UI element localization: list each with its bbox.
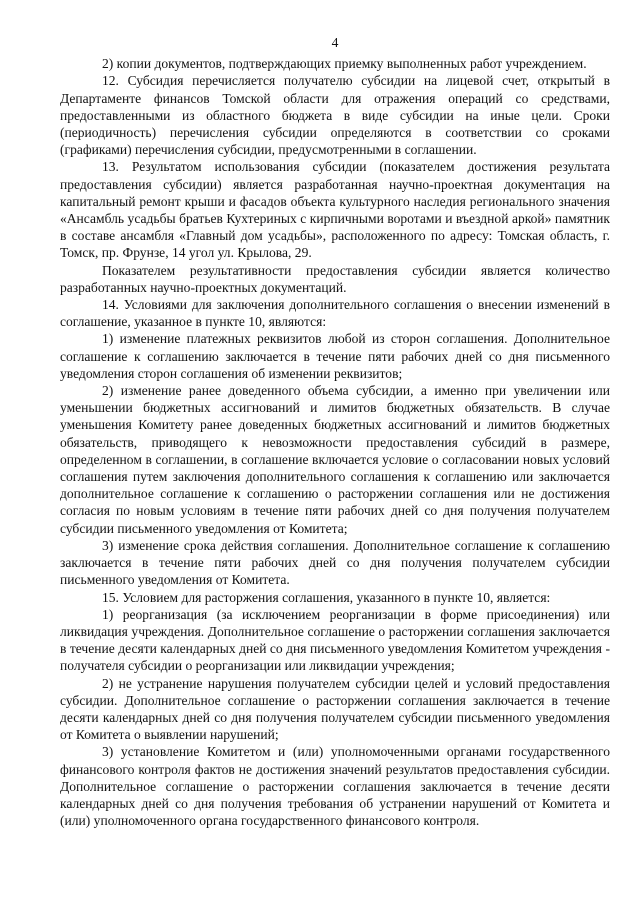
- paragraph-15-termination-conditions: 15. Условием для расторжения соглашения, указанного в пункте 10, является:: [102, 589, 551, 605]
- paragraph-14-item-3: 3) изменение срока действия соглашения. Дополнительное соглашение к соглашению заключается в течение пяти рабочих дней со дня получения получателем субсидии письменного уведомления от Комитета.: [60, 537, 610, 588]
- paragraph-14-amendment-conditions: 14. Условиями для заключения дополнительного соглашения о внесении изменений в соглашение, указанное в пункте 10, являются:: [60, 297, 610, 330]
- paragraph-14-item-1: 1) изменение платежных реквизитов любой из сторон соглашения. Дополнительное соглашение к соглашению заключается в течение пяти рабочих дней со дня письменного уведомления сторон соглашения об изменении реквизитов;: [60, 331, 610, 381]
- paragraph-12-subsidy-transfer: 12. Субсидия перечисляется получателю субсидии на лицевой счет, открытый в Департаменте финансов Томской области для отражения операций со средствами, предоставленными из областного бюджета в виде субсидии на иные цели. Сроки (периодичность) перечисления субсидии определяются в соответствии со сроками (графиками) перечисления субсидии, предусмотренными в соглашении.: [60, 73, 610, 158]
- paragraph-13-subsidy-result: 13. Результатом использования субсидии (показателем достижения результата предоставления субсидии) является разработанная научно-проектная документация на капитальный ремонт крыши и фасадов объекта культурного наследия регионального значения «Ансамбль усадьбы братьев Кухтериных с кирпичными воротами и въездной аркой» памятник в составе ансамбля «Главный дом усадьбы», расположенного по адресу: Томская область, г. Томск, пр. Фрунзе, 14 угол ул. Крылова, 29.: [60, 159, 610, 261]
- paragraph-14-item-2: 2) изменение ранее доведенного объема субсидии, а именно при увеличении или уменьшении бюджетных ассигнований и лимитов бюджетных обязательств. В случае уменьшения Комитету ранее доведенных бюджетных ассигнований и лимитов бюджетных обязательств, приводящего к невозможности предоставления субсидий в размере, определенном в соглашении, в соглашение включается условие о согласовании новых условий соглашения путем заключения дополнительного соглашения к соглашению или заключается дополнительное соглашение к соглашению о расторжении соглашения или не достижения согласия по новым условиям в течение пяти рабочих дней со дня получения получателем субсидии письменного уведомления от Комитета;: [60, 383, 610, 536]
- page-number: 4: [331, 35, 339, 50]
- paragraph-15-item-1: 1) реорганизация (за исключением реорганизации в форме присоединения) или ликвидация учреждения. Дополнительное соглашение о расторжении соглашения заключается в течение десяти календарных дней со дня письменного уведомления Комитетом учреждения - получателя субсидии о реорганизации или ликвидации учреждения;: [60, 606, 610, 674]
- paragraph-15-item-2: 2) не устранение нарушения получателем субсидии целей и условий предоставления субсидии. Дополнительное соглашение о расторжении соглашения заключается в течение десяти календарных дней со дня получения получателем субсидии письменного уведомления от Комитета о выявлении нарушений;: [60, 675, 610, 743]
- paragraph-15-item-3: 3) установление Комитетом и (или) уполномоченными органами государственного финансового контроля фактов не достижения значений результатов предоставления субсидии. Дополнительное соглашение о расторжении соглашения заключается в течение десяти календарных дней со дня получения требования об устранении нарушений от Комитета и (или) уполномоченного органа государственного финансового контроля.: [60, 744, 610, 829]
- paragraph-item-2-copies: 2) копии документов, подтверждающих приемку выполненных работ учреждением.: [102, 56, 587, 72]
- document-page: [60, 34, 610, 829]
- paragraph-performance-indicator: Показателем результативности предоставления субсидии является количество разработанных научно-проектных документаций.: [60, 262, 610, 295]
